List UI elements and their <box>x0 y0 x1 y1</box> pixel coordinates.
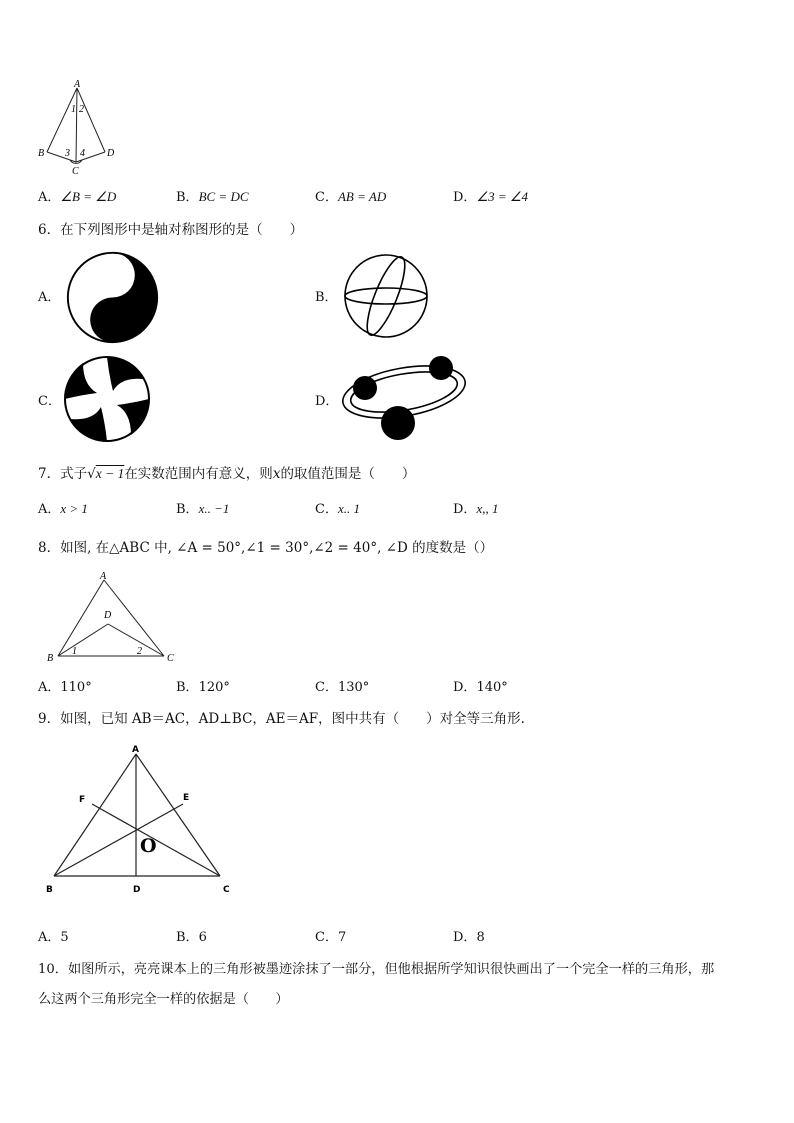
q8-label-C: C <box>167 653 174 664</box>
yin-yang-icon[interactable] <box>65 250 160 345</box>
q9-label-B: B <box>46 885 53 895</box>
sphere-icon[interactable] <box>340 252 432 340</box>
q6-option-c-label[interactable]: C． <box>38 394 61 409</box>
q5-option-b[interactable]: B．BC = DC <box>176 189 249 205</box>
q9-option-c[interactable]: C．7 <box>315 930 347 945</box>
q9-label-E: E <box>183 793 190 803</box>
q9-label-A: A <box>132 745 139 755</box>
q8-triangle-figure <box>42 568 182 664</box>
pinwheel-circle-icon[interactable] <box>61 355 153 443</box>
q9-triangle-figure <box>40 742 240 895</box>
q8-angle-1: 1 <box>72 646 77 657</box>
q5-label-D: D <box>107 148 115 159</box>
sqrt-expression: √x − 1 <box>87 466 125 482</box>
q8-option-a[interactable]: A．110° <box>38 680 92 695</box>
q8-option-b[interactable]: B．120° <box>176 680 230 695</box>
q5-label-B: B <box>38 148 45 159</box>
q8-angle-2: 2 <box>137 646 142 657</box>
q8-option-c[interactable]: C．130° <box>315 680 370 695</box>
q9-option-d[interactable]: D．8 <box>453 930 485 945</box>
q9-label-F: F <box>79 795 86 805</box>
q10-stem-line2: 么这两个三角形完全一样的依据是（ ） <box>38 992 289 1007</box>
q8-stem: 8．如图, 在△ABC 中, ∠A = 50°,∠1 = 30°,∠2 = 40°, ∠D 的度数是（） <box>38 540 494 556</box>
orbit-balls-icon[interactable] <box>340 352 470 444</box>
q5-label-C: C <box>72 166 79 177</box>
q7-option-b[interactable]: B．x.. −1 <box>176 501 230 517</box>
q9-label-O: O <box>140 835 157 857</box>
q5-option-a[interactable]: A．∠B = ∠D <box>38 189 117 205</box>
q6-option-b-label[interactable]: B． <box>315 290 338 305</box>
q8-option-d[interactable]: D．140° <box>453 680 508 695</box>
q9-option-a[interactable]: A．5 <box>38 930 69 945</box>
q5-option-d[interactable]: D．∠3 = ∠4 <box>453 189 529 205</box>
q5-option-c[interactable]: C．AB = AD <box>315 189 387 205</box>
q8-label-D: D <box>104 610 112 621</box>
q9-stem: 9．如图，已知 AB＝AC，AD⊥BC，AE＝AF，图中共有（ ）对全等三角形. <box>38 711 525 727</box>
q5-angle-4: 4 <box>80 148 85 159</box>
q5-kite-figure <box>35 80 125 175</box>
q6-option-d-label[interactable]: D． <box>315 394 339 409</box>
q8-label-A: A <box>100 571 107 582</box>
q9-label-D: D <box>133 885 141 895</box>
q5-label-A: A <box>74 79 81 90</box>
q9-label-C: C <box>223 885 230 895</box>
q7-option-c[interactable]: C．x.. 1 <box>315 501 360 517</box>
q6-option-a-label[interactable]: A． <box>38 290 61 305</box>
q9-option-b[interactable]: B．6 <box>176 930 207 945</box>
q7-stem: 7．式子√x − 1在实数范围内有意义，则x的取值范围是（ ） <box>38 466 416 482</box>
q10-stem-line1: 10．如图所示，亮亮课本上的三角形被墨迹涂抹了一部分，但他根据所学知识很快画出了一个完全一样的三角形，那 <box>38 962 715 977</box>
q5-angle-2: 2 <box>79 104 84 115</box>
q6-stem: 6．在下列图形中是轴对称图形的是（ ） <box>38 222 304 238</box>
q7-option-a[interactable]: A．x > 1 <box>38 501 88 517</box>
q7-option-d[interactable]: D．x,, 1 <box>453 501 499 517</box>
q5-angle-1: 1 <box>71 104 76 115</box>
q5-angle-3: 3 <box>65 148 70 159</box>
q8-label-B: B <box>47 653 54 664</box>
